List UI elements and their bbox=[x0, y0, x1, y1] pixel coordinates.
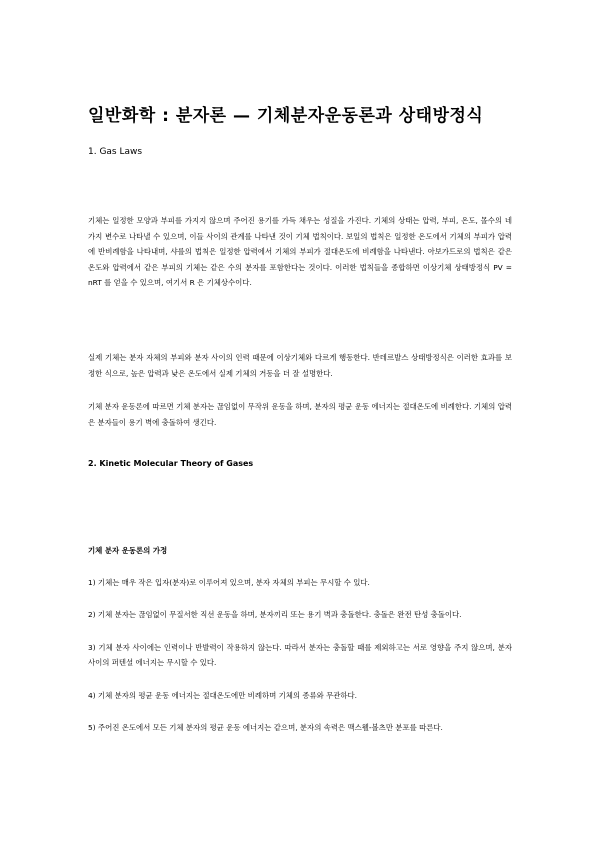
assumption-list bbox=[88, 543, 512, 753]
list-item: 1) 기체는 매우 작은 입자(분자)로 이루어져 있으며, 분자 자체의 부피는 무시할 수 있다. bbox=[88, 577, 370, 587]
body-paragraph: 실제 기체는 분자 자체의 부피와 분자 사이의 인력 때문에 이상기체와 다르게 행동한다. 반데르발스 상태방정식은 이러한 효과를 보정한 식으로, 높은 압력과 낮은 온도에서 실제 기체의 거동을 더 잘 설명한다. bbox=[88, 353, 512, 378]
document-title: 일반화학 : 분자론 — 기체분자운동론과 상태방정식 bbox=[88, 106, 484, 126]
document-subtitle: 1. Gas Laws bbox=[88, 147, 143, 157]
list-item: 2) 기체 분자는 끊임없이 무질서한 직선 운동을 하며, 분자끼리 또는 용기 벽과 충돌한다. 충돌은 완전 탄성 충돌이다. bbox=[88, 610, 462, 619]
section-heading: 2. Kinetic Molecular Theory of Gases bbox=[88, 459, 254, 468]
body-paragraph: 기체 분자 운동론에 따르면 기체 분자는 끊임없이 무작위 운동을 하며, 분자의 평균 운동 에너지는 절대온도에 비례한다. 기체의 압력은 분자들이 용기 벽에 충돌하여 생긴다. bbox=[88, 402, 512, 427]
list-item: 5) 주어진 온도에서 모든 기체 분자의 평균 운동 에너지는 같으며, 분자의 속력은 맥스웰-볼츠만 분포를 따른다. bbox=[88, 723, 443, 732]
list-item: 4) 기체 분자의 평균 운동 에너지는 절대온도에만 비례하며 기체의 종류와 무관하다. bbox=[88, 690, 358, 700]
list-item: 3) 기체 분자 사이에는 인력이나 반발력이 작용하지 않는다. 따라서 분자는 충돌할 때를 제외하고는 서로 영향을 주지 않으며, 분자 사이의 퍼텐셜 에너지는 무시할 수 있다. bbox=[88, 642, 512, 667]
body-paragraph: 기체는 일정한 모양과 부피를 가지지 않으며 주어진 용기를 가득 채우는 성질을 가진다. 기체의 상태는 압력, 부피, 온도, 몰수의 네 가지 변수로 나타낼 수 있으며, 이들 사이의 관계를 나타낸 것이 기체 법칙이다. 보일의 법칙은 일정한 온도에서 기체의 부피가 압력에 반비례함을 나타내며, 샤를의 법칙은 일정한 압력에서 기체의 부피가 절대온도에 비례함을 나타낸다. 아보가드로의 법칙은 같은 온도와 압력에서 같은 부피의 기체는 같은 수의 분자를 포함한다는 것이다. 이러한 법칙들을 종합하면 이상기체 상태방정식 PV = nRT 를 얻을 수 있으며, 여기서 R 은 기체상수이다. bbox=[88, 216, 512, 287]
list-heading: 기체 분자 운동론의 가정 bbox=[88, 546, 168, 555]
